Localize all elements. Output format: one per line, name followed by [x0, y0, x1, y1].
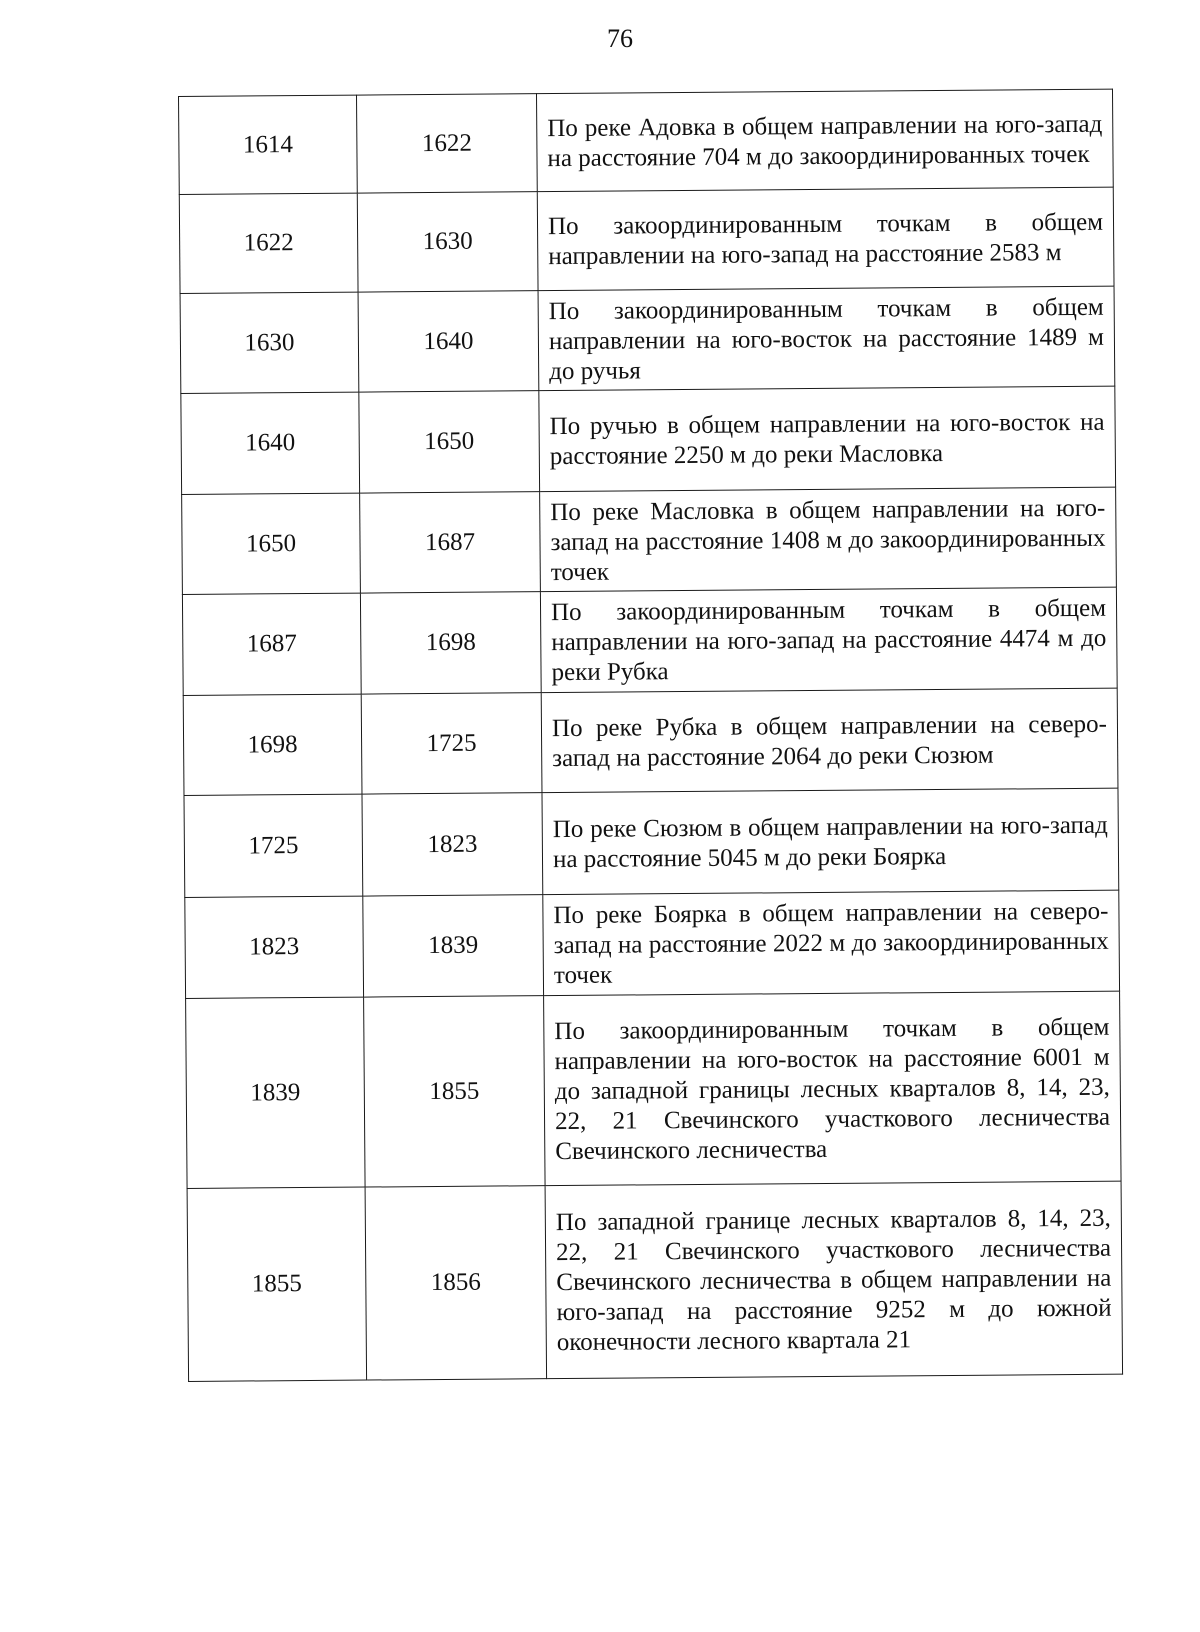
from-point-cell: 1855 [187, 1187, 367, 1381]
to-point-cell: 1823 [362, 793, 543, 896]
description-cell: По реке Рубка в общем направлении на северо-запад на расстояние 2064 до реки Сюзюм [541, 688, 1118, 793]
from-point-cell: 1687 [182, 593, 361, 695]
table-row [182, 487, 1117, 594]
table-row [184, 788, 1119, 897]
from-point-cell: 1823 [185, 896, 364, 998]
description-cell: По западной границе лесных кварталов 8, 14, 23, 22, 21 Свечинского участкового лесничества Свечинского лесничества в общем направлении на юго-запад на расстояние 9252 м до южной оконечности лесного квартала 21 [545, 1181, 1122, 1379]
table-row [181, 386, 1116, 494]
to-point-cell: 1640 [358, 291, 539, 392]
to-point-cell: 1630 [357, 192, 538, 292]
to-point-cell: 1855 [364, 996, 545, 1187]
to-point-cell: 1856 [365, 1186, 547, 1380]
from-point-cell: 1698 [183, 694, 362, 795]
table-row [182, 587, 1117, 695]
table-row [179, 187, 1114, 293]
description-cell: По реке Масловка в общем направлении на юго-запад на расстояние 1408 м до закоординированных точек [540, 487, 1117, 592]
description-cell: По закоординированным точкам в общем направлении на юго-восток на расстояние 1489 м до ручья [538, 286, 1115, 391]
description-cell: По реке Адовка в общем направлении на юго-запад на расстояние 704 м до закоординированных точек [536, 89, 1113, 192]
description-cell: По ручью в общем направлении на юго-восток на расстояние 2250 м до реки Масловка [539, 386, 1116, 492]
table-row [180, 286, 1115, 393]
description-cell: По реке Сюзюм в общем направлении на юго-запад на расстояние 5045 м до реки Боярка [542, 788, 1119, 895]
description-cell: По закоординированным точкам в общем направлении на юго-запад на расстояние 4474 м до реки Рубка [540, 587, 1117, 693]
table-row [187, 1181, 1122, 1381]
to-point-cell: 1725 [361, 693, 542, 794]
description-cell: По реке Боярка в общем направлении на северо-запад на расстояние 2022 м до закоординированных точек [543, 890, 1120, 996]
description-cell: По закоординированным точкам в общем направлении на юго-восток на расстояние 6001 м до западной границы лесных кварталов 8, 14, 23, 22, 21 Свечинского участкового лесничества Свечинского лесничества [544, 991, 1121, 1186]
to-point-cell: 1698 [360, 592, 541, 694]
table-row [186, 991, 1121, 1188]
to-point-cell: 1839 [363, 895, 544, 997]
table-row [183, 688, 1118, 795]
page-number: 76 [607, 24, 633, 53]
from-point-cell: 1640 [181, 392, 360, 494]
from-point-cell: 1839 [186, 997, 365, 1188]
from-point-cell: 1650 [182, 493, 361, 594]
boundary-table [178, 89, 1123, 1382]
from-point-cell: 1614 [179, 95, 358, 194]
to-point-cell: 1650 [359, 391, 540, 493]
description-cell: По закоординированным точкам в общем направлении на юго-запад на расстояние 2583 м [537, 187, 1114, 291]
table-row [185, 890, 1120, 998]
table-row [179, 89, 1114, 194]
to-point-cell: 1622 [356, 94, 537, 193]
to-point-cell: 1687 [360, 492, 541, 593]
from-point-cell: 1630 [180, 292, 359, 393]
from-point-cell: 1725 [184, 794, 363, 897]
from-point-cell: 1622 [179, 193, 358, 293]
